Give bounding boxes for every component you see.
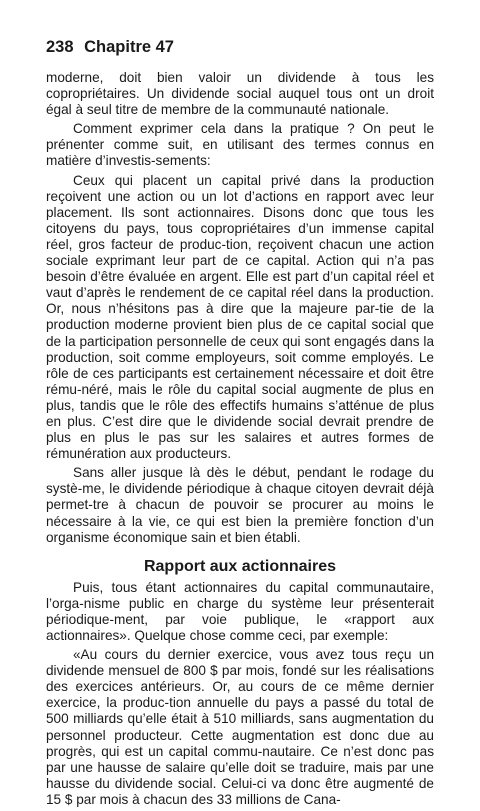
section-heading: Rapport aux actionnaires <box>143 557 337 575</box>
paragraph: Ceux qui placent un capital privé dans la production reçoivent une action ou un lot d’actions en rapport avec leur placement. Ils sont actionnaires. Disons donc que tous les citoyens du pays, tous copropriétaires d’un immense capital réel, gros facteur de produc-tion, reçoivent chacun une action sociale exprimant leur part de ce capital. Action qui n’a pas besoin d’être évaluée en argent. Elle est part d’un capital réel et vaut d’après le rendement de ce capital réel dans la production. Or, nous n’hésitons pas à dire que la majeure par-tie de la production moderne provient bien plus de ce capital social que de la participation personnelle de ceux qui sont engagés dans la production, soit comme employeurs, soit comme employés. Le rôle de ces participants est certainement nécessaire et doit être rému-néré, mais le rôle du capital social augmente de plus en plus, tandis que le rôle des effectifs humains s’atténue de plus en plus. C’est dire que le dividende social devrait prendre de plus en plus le pas sur les salaires et autres formes de rémunération aux producteurs. <box>46 172 434 462</box>
page-number: 238 <box>46 38 74 56</box>
paragraph: Puis, tous étant actionnaires du capital communautaire, l’orga-nisme public en charge du système leur présenterait périodique-ment, par voie publique, le «rapport aux actionnaires». Quelque chose comme ceci, par exemple: <box>46 579 434 643</box>
paragraph: «Au cours du dernier exercice, vous avez tous reçu un dividende mensuel de 800 $ par mois, fondé sur les réalisations des exercices antérieurs. Or, au cours de ce même dernier exercice, la produc-tion annuelle du pays a passé du total de 500 milliards qu’elle était à 510 milliards, sans augmentation du personnel producteur. Cette augmentation est donc due au progrès, qui est un capital commu-nautaire. Ce n’est donc pas par une hausse de salaire qu’elle doit se traduire, mais par une hausse du dividende social. Celui-ci va donc être augmenté de 15 $ par mois à chacun des 33 millions de Cana- <box>46 647 434 807</box>
paragraph: Sans aller jusque là dès le début, pendant le rodage du systè-me, le dividende périodique à chaque citoyen devrait déjà permet-tre à chacun de pouvoir se procurer au moins le nécessaire à la vie, ce qui est bien la première fonction d’un organisme économique sain et bien établi. <box>46 465 434 545</box>
running-head <box>46 37 434 57</box>
paragraph: Comment exprimer cela dans la pratique ? On peut le prénenter comme suit, en utilisant des termes connus en matière d’investis-sements: <box>46 121 434 169</box>
chapter-title: Chapitre 47 <box>84 38 174 56</box>
paragraph: moderne, doit bien valoir un dividende à tous les copropriétaires. Un dividende social auquel tous ont un droit égal à seul titre de membre de la communauté nationale. <box>46 70 434 118</box>
book-page <box>46 37 434 811</box>
